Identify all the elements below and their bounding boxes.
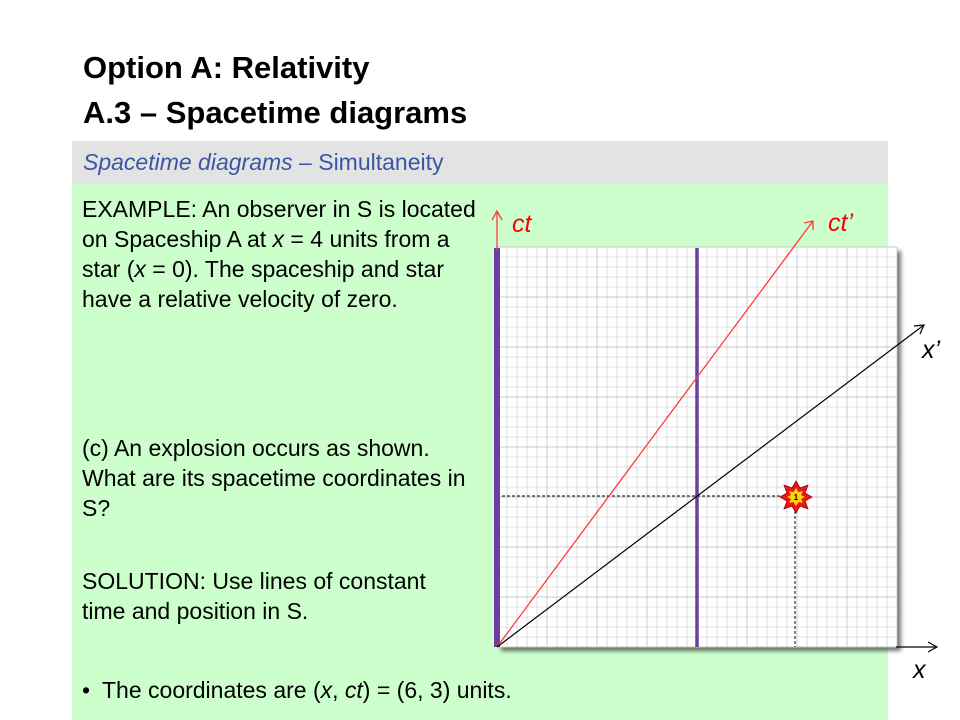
answer-variable: ct (344, 677, 363, 703)
section-separator: – (292, 149, 319, 175)
example-text-part: EXAMPLE: An observer in S is located on Spaceship A at (82, 196, 476, 252)
question-text: (c) An explosion occurs as shown. What are its spacetime coordinates in S? (82, 435, 466, 521)
answer-text-part: ) = (6, 3) units. (362, 677, 512, 703)
explosion-icon (780, 481, 812, 513)
example-text-part: = 4 units from a star ( (82, 226, 450, 282)
solution-text: SOLUTION: Use lines of constant time and position in S. (82, 568, 426, 624)
answer-text-part: , (332, 677, 345, 703)
section-subtopic: Simultaneity (318, 149, 444, 175)
page-title: Option A: Relativity (83, 50, 370, 85)
example-text-part: = 0). The spaceship and star have a relative velocity of zero. (82, 256, 445, 312)
x-prime-axis-label: x’ (922, 336, 941, 364)
x-axis-label: x (913, 656, 926, 684)
answer-text-part: The coordinates are ( (102, 677, 321, 703)
example-variable: x (134, 256, 146, 282)
example-variable: x (272, 226, 285, 252)
bullet-icon: • (82, 677, 91, 703)
ct-prime-axis-label: ct’ (828, 209, 853, 237)
explosion-marker-label: 1 (793, 493, 799, 502)
page-subtitle: A.3 – Spacetime diagrams (83, 95, 468, 130)
ct-axis-label: ct (512, 210, 532, 238)
answer-variable: x (320, 677, 333, 703)
section-topic: Spacetime diagrams (83, 149, 293, 175)
